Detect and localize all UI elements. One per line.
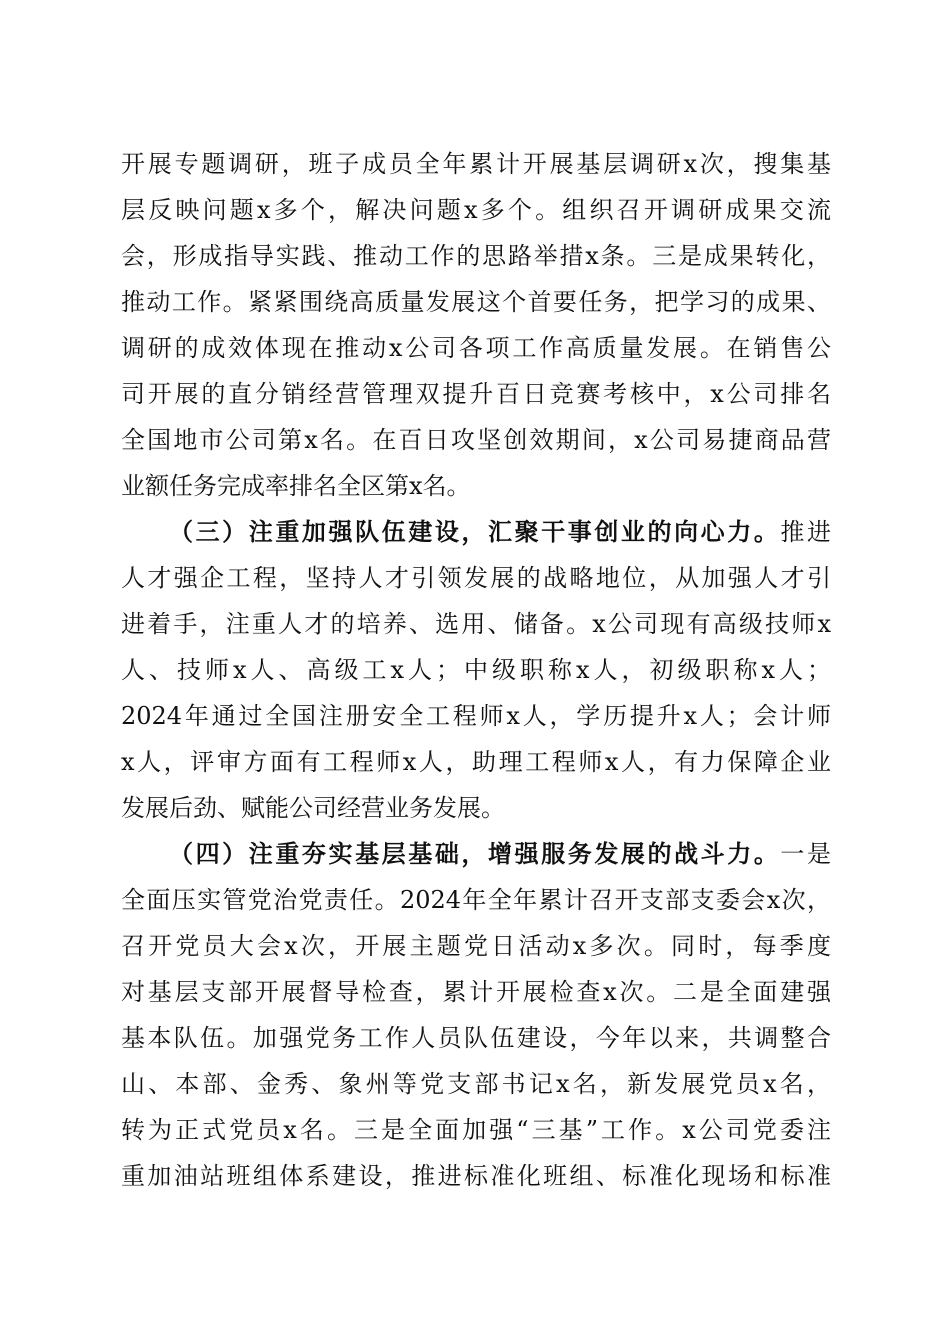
text-line: 层反映问题x多个，解决问题x多个。组织召开调研成果交流 (121, 196, 831, 224)
text-line: 调研的成效体现在推动x公司各项工作高质量发展。在销售公 (121, 334, 831, 362)
text-line: 进着手，注重人才的培养、选用、储备。x公司现有高级技师x (121, 610, 831, 638)
section-4-heading: （四）注重夯实基层基础，增强服务发展的战斗力。 (169, 840, 781, 868)
text-line: 山、本部、金秀、象州等党支部书记x名，新发展党员x名， (121, 1070, 831, 1098)
text-line: 推动工作。紧紧围绕高质量发展这个首要任务，把学习的成果、 (121, 288, 831, 316)
text-line: 对基层支部开展督导检查，累计开展检查x次。二是全面建强 (121, 978, 831, 1006)
section-3-heading: （三）注重加强队伍建设，汇聚干事创业的向心力。 (169, 518, 781, 546)
text-line: 发展后劲、赋能公司经营业务发展。 (121, 794, 505, 822)
text-line: 2024年通过全国注册安全工程师x人，学历提升x人；会计师 (121, 702, 831, 730)
section-3-text: 推进 (780, 518, 831, 546)
text-line: 全面压实管党治党责任。2024年全年累计召开支部支委会x次， (121, 886, 831, 914)
text-line: 基本队伍。加强党务工作人员队伍建设，今年以来，共调整合 (121, 1024, 831, 1052)
text-line: 人才强企工程，坚持人才引领发展的战略地位，从加强人才引 (121, 564, 831, 592)
section-3-first-line (169, 512, 831, 552)
section-4-text: 一是 (780, 840, 831, 868)
section-4-first-line (169, 834, 831, 874)
text-line: 人、技师x人、高级工x人；中级职称x人，初级职称x人； (121, 656, 831, 684)
text-line: 司开展的直分销经营管理双提升百日竞赛考核中，x公司排名 (121, 380, 831, 408)
text-line: 转为正式党员x名。三是全面加强“三基”工作。x公司党委注 (121, 1116, 831, 1144)
text-line: 会，形成指导实践、推动工作的思路举措x条。三是成果转化， (121, 242, 831, 270)
text-line: 重加油站班组体系建设，推进标准化班组、标准化现场和标准 (121, 1162, 831, 1190)
text-line: x人，评审方面有工程师x人，助理工程师x人，有力保障企业 (121, 748, 831, 776)
text-line: 全国地市公司第x名。在百日攻坚创效期间，x公司易捷商品营 (121, 426, 831, 454)
text-line: 开展专题调研，班子成员全年累计开展基层调研x次，搜集基 (121, 150, 831, 178)
text-line: 召开党员大会x次，开展主题党日活动x多次。同时，每季度 (121, 932, 831, 960)
text-line: 业额任务完成率排名全区第x名。 (121, 472, 471, 500)
